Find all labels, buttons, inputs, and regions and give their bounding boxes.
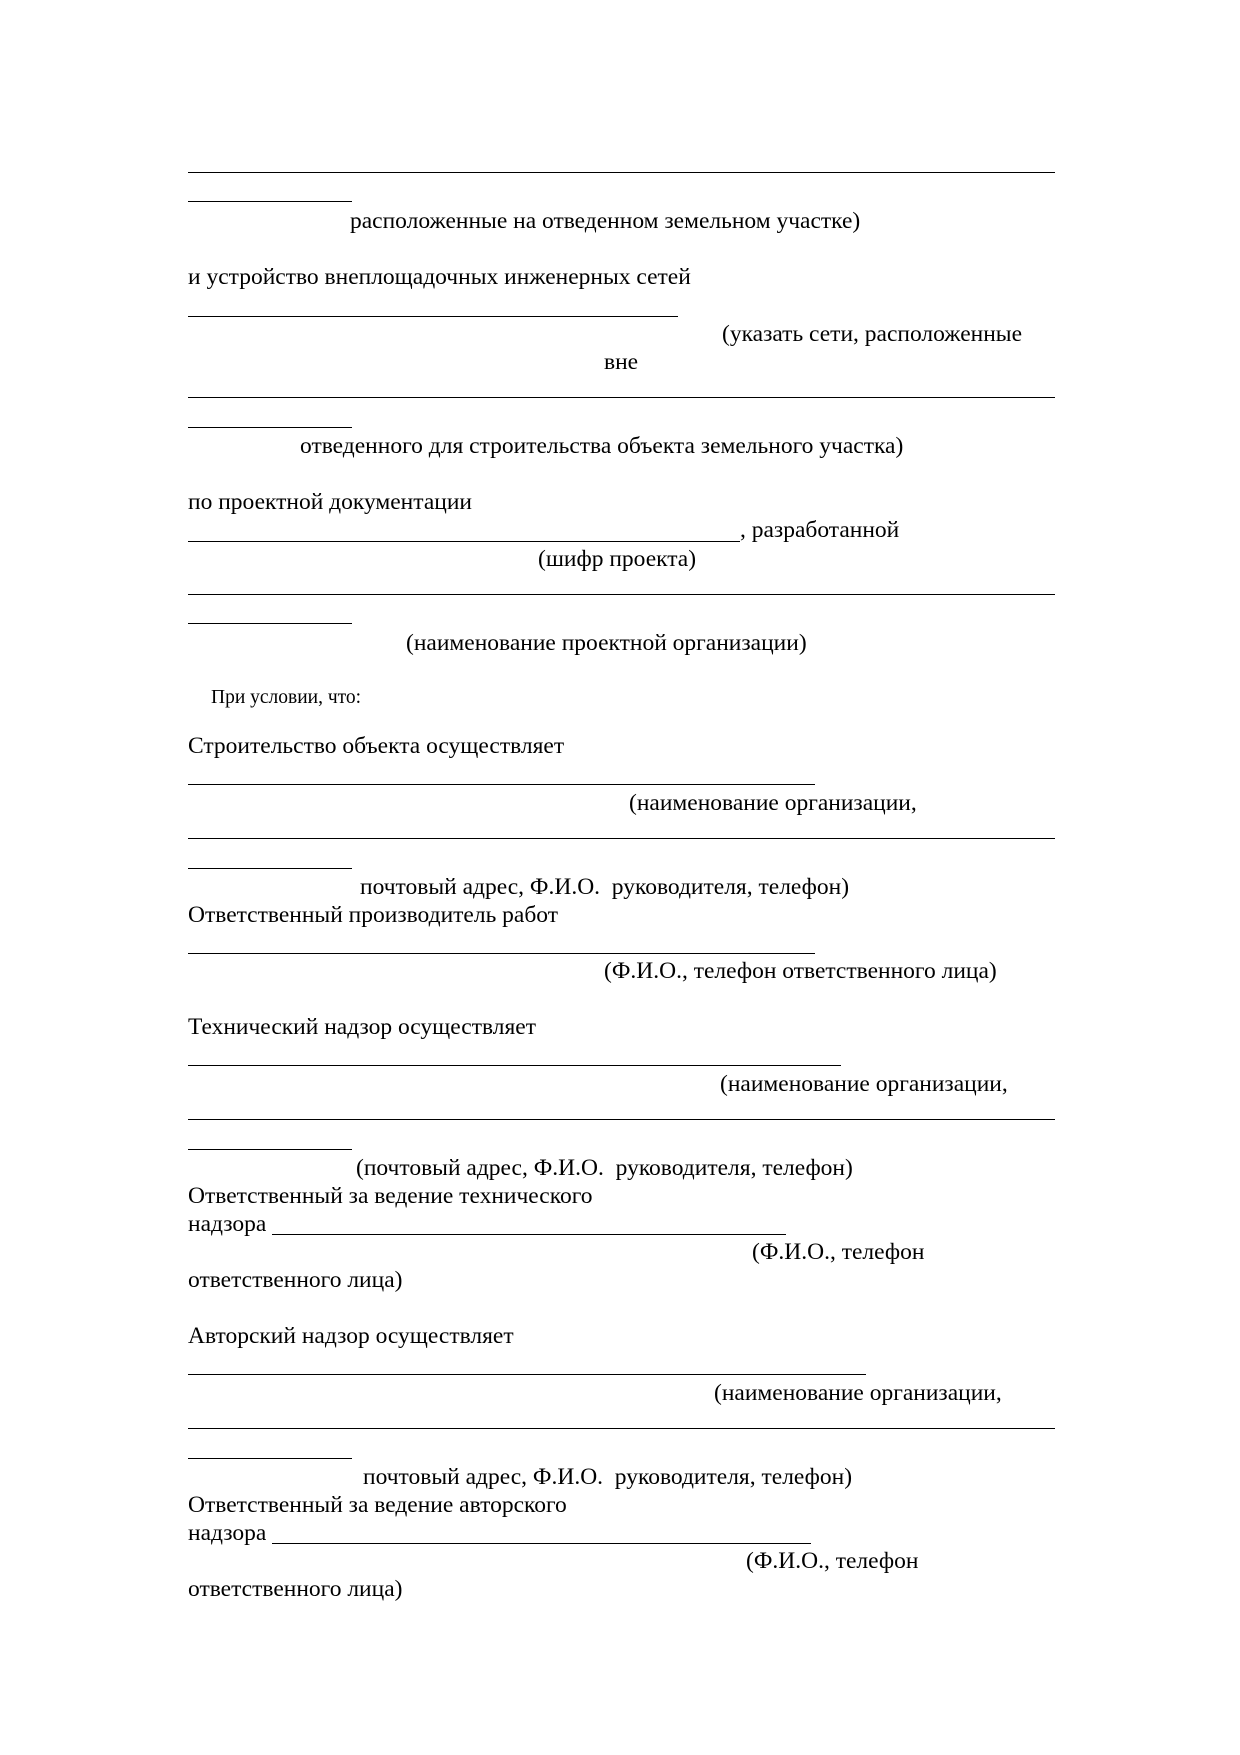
blank-line [188,784,815,785]
blank-line [188,1119,1055,1120]
text-project-documentation: по проектной документации [188,489,472,515]
text-author-supervision: Авторский надзор осуществляет [188,1323,514,1349]
blank-line [188,838,1055,839]
blank-line [188,427,352,428]
blank-line-project-code [188,541,740,542]
blank-line [188,1458,352,1459]
caption-name-phone: (Ф.И.О., телефон [752,1239,925,1265]
text-responsible-contractor: Ответственный производитель работ [188,902,559,928]
caption-design-organization: (наименование проектной организации) [406,630,807,656]
text-technical-supervision: Технический надзор осуществляет [188,1014,537,1040]
blank-line [188,201,352,202]
caption-organization-name: (наименование организации, [629,790,917,816]
caption-address-manager-phone: почтовый адрес, Ф.И.О. руководителя, телефон) [363,1464,853,1490]
caption-organization-name: (наименование организации, [714,1380,1002,1406]
blank-line [188,172,1055,173]
text-supervision: надзора [188,1520,267,1546]
blank-line [188,1428,1055,1429]
caption-outside: вне [604,349,639,375]
blank-line [272,1234,786,1235]
blank-line [188,1065,841,1066]
text-on-condition: При условии, что: [211,687,362,708]
blank-line [188,868,352,869]
text-construction-performed: Строительство объекта осуществляет [188,733,565,759]
blank-line [188,1149,352,1150]
blank-line [188,397,1055,398]
caption-address-manager-phone: почтовый адрес, Ф.И.О. руководителя, телефон) [360,874,850,900]
caption-organization-name: (наименование организации, [720,1071,1008,1097]
text-responsible-author-supervision: Ответственный за ведение авторского [188,1492,567,1518]
blank-line [188,1374,866,1375]
blank-line [188,594,1055,595]
caption-specify-networks: (указать сети, расположенные [722,321,1023,347]
caption-located-on-plot: расположенные на отведенном земельном участке) [350,208,861,234]
text-responsible-technical-supervision: Ответственный за ведение технического [188,1183,593,1209]
text-supervision: надзора [188,1211,267,1237]
blank-line [188,623,352,624]
caption-plot-allocated: отведенного для строительства объекта земельного участка) [300,433,904,459]
caption-address-manager-phone: (почтовый адрес, Ф.И.О. руководителя, телефон) [356,1155,853,1181]
text-external-networks: и устройство внеплощадочных инженерных сетей [188,264,691,290]
blank-line [188,316,678,317]
caption-project-code: (шифр проекта) [538,546,697,572]
caption-responsible-person: ответственного лица) [188,1576,403,1602]
caption-name-phone: (Ф.И.О., телефон [746,1548,919,1574]
caption-responsible-person: ответственного лица) [188,1267,403,1293]
caption-name-phone-responsible: (Ф.И.О., телефон ответственного лица) [604,958,997,984]
blank-line [272,1543,811,1544]
text-developed: , разработанной [740,517,900,543]
blank-line [188,953,815,954]
